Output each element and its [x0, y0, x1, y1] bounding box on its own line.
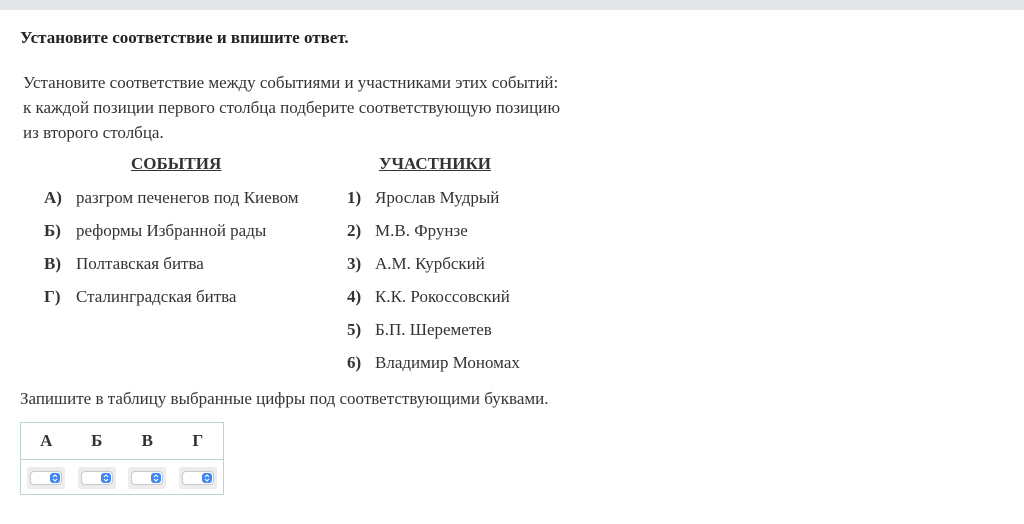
participant-key: 4) — [347, 287, 362, 306]
answer-cell-b — [72, 467, 123, 489]
answer-instruction: Запишите в таблицу выбранные цифры под соответствующими буквами. — [20, 389, 549, 408]
answer-select-g[interactable] — [179, 467, 217, 489]
chevron-up-down-icon — [50, 473, 60, 483]
answer-column-v: В — [141, 431, 153, 450]
participant-text: К.К. Рокоссовский — [375, 287, 510, 306]
participant-item-5 — [347, 320, 492, 340]
answer-column-b: Б — [91, 431, 103, 450]
participant-text: Владимир Мономах — [375, 353, 520, 372]
chevron-up-down-icon — [151, 473, 161, 483]
participant-key: 2) — [347, 221, 362, 240]
chevron-up-down-icon — [202, 473, 212, 483]
participant-item-6 — [347, 353, 520, 373]
participant-item-3 — [347, 254, 485, 274]
event-item-v — [44, 254, 204, 274]
event-text: Сталинградская битва — [76, 287, 237, 306]
instruction-line: из второго столбца. — [23, 123, 164, 142]
answer-cell-v — [122, 467, 173, 489]
chevron-up-down-icon — [101, 473, 111, 483]
event-text: реформы Избранной рады — [76, 221, 267, 240]
participant-text: Ярослав Мудрый — [375, 188, 500, 207]
participant-text: Б.П. Шереметев — [375, 320, 492, 339]
select-field — [81, 471, 113, 485]
answer-table — [20, 422, 224, 495]
answer-table-header — [21, 423, 223, 460]
instruction-line: к каждой позиции первого столбца подберите соответствующую позицию — [23, 98, 561, 117]
participant-key: 3) — [347, 254, 362, 273]
top-bar — [0, 0, 1024, 10]
event-item-g — [44, 287, 236, 307]
participants-column-header: УЧАСТНИКИ — [379, 154, 491, 173]
participant-key: 6) — [347, 353, 362, 372]
event-item-a — [44, 188, 299, 208]
answer-column-a: А — [40, 431, 53, 450]
answer-cell-a — [21, 467, 72, 489]
answer-select-a[interactable] — [27, 467, 65, 489]
answer-select-v[interactable] — [128, 467, 166, 489]
select-field — [30, 471, 62, 485]
participant-key: 1) — [347, 188, 362, 207]
participant-key: 5) — [347, 320, 362, 339]
answer-select-b[interactable] — [78, 467, 116, 489]
participant-item-2 — [347, 221, 468, 241]
participant-item-1 — [347, 188, 499, 208]
answer-column-g: Г — [192, 431, 204, 450]
participant-text: М.В. Фрунзе — [375, 221, 468, 240]
select-field — [131, 471, 163, 485]
select-field — [182, 471, 214, 485]
event-text: разгром печенегов под Киевом — [76, 188, 299, 207]
task-title: Установите соответствие и впишите ответ. — [20, 28, 349, 47]
event-key: А) — [44, 188, 62, 207]
instruction-line: Установите соответствие между событиями и участниками этих событий: — [23, 73, 559, 92]
participant-text: А.М. Курбский — [375, 254, 485, 273]
participant-item-4 — [347, 287, 510, 307]
task-instruction — [23, 70, 623, 145]
event-key: В) — [44, 254, 61, 273]
answer-select-row — [21, 460, 223, 496]
event-text: Полтавская битва — [76, 254, 204, 273]
events-column-header: СОБЫТИЯ — [131, 154, 222, 173]
answer-cell-g — [173, 467, 224, 489]
event-key: Б) — [44, 221, 61, 240]
event-key: Г) — [44, 287, 61, 306]
event-item-b — [44, 221, 266, 241]
